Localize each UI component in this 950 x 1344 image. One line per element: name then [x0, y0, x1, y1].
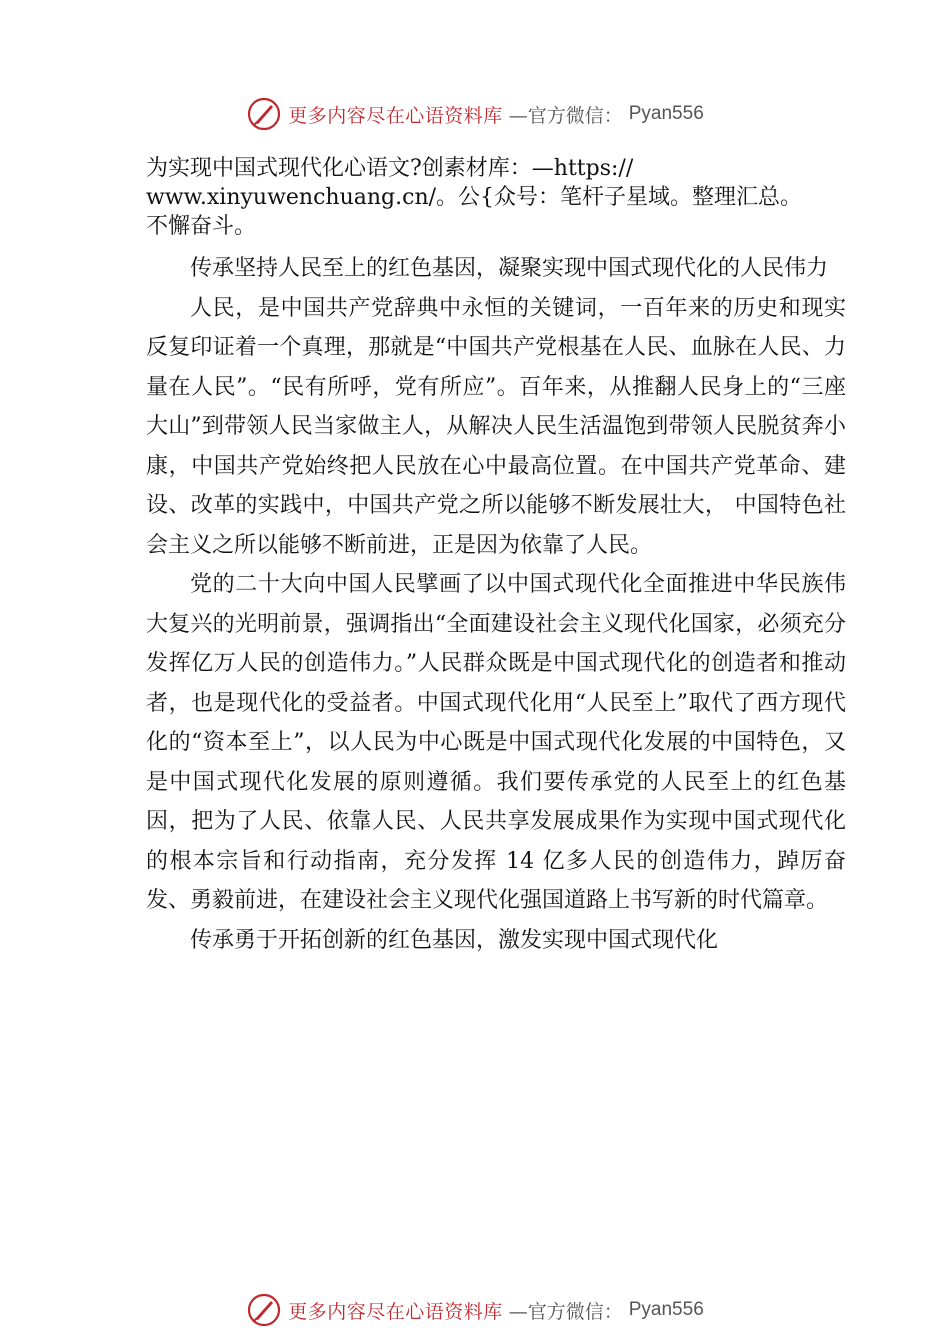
banner-brand-text: 更多内容尽在心语资料库: [288, 1300, 503, 1323]
banner-wechat-label: —官方微信：: [508, 104, 623, 127]
paragraph-1: 人民，是中国共产党辞典中永恒的关键词，一百年来的历史和现实反复印证着一个真理，那就是“中国共产党根基在人民、血脉在人民、力量在人民”。“民有所呼，党有所应”。百年来，从推翻人民身上的“三座大山”到带领人民当家做主人，从解决人民生活温饱到带领人民脱贫奔小康，中国共产党始终把人民放在心中最高位置。在中国共产党革命、建设、改革的实践中，中国共产党之所以能够不断发展壮大， 中国特色社会主义之所以能够不断前进，正是因为依靠了人民。: [146, 295, 846, 558]
quill-logo-icon: [246, 96, 282, 132]
document-body: [146, 154, 846, 960]
banner-wechat-label: —官方微信：: [508, 1300, 623, 1323]
banner-wechat-id: Pyan556: [628, 103, 704, 124]
paragraph-2: 党的二十大向中国人民擘画了以中国式现代化全面推进中华民族伟大复兴的光明前景，强调指出“全面建设社会主义现代化国家，必须充分发挥亿万人民的创造伟力。”人民群众既是中国式现代化的创造者和推动者，也是现代化的受益者。中国式现代化用“人民至上”取代了西方现代化的“资本至上”，以人民为中心既是中国式现代化发展的中国特色，又是中国式现代化发展的原则遵循。我们要传承党的人民至上的红色基因，把为了人民、依靠人民、人民共享发展成果作为实现中国式现代化的根本宗旨和行动指南，充分发挥 14 亿多人民的创造伟力，踔厉奋发、勇毅前进，在建设社会主义现代化强国道路上书写新的时代篇章。: [146, 572, 846, 913]
banner-brand-text: 更多内容尽在心语资料库: [288, 104, 503, 127]
section-heading-2: 传承勇于开拓创新的红色基因，激发实现中国式现代化: [190, 927, 719, 953]
footer-banner: [0, 1290, 950, 1330]
header-banner: [0, 94, 950, 134]
quill-logo-icon: [246, 1292, 282, 1328]
section-heading-1: 传承坚持人民至上的红色基因，凝聚实现中国式现代化的人民伟力: [190, 256, 829, 281]
source-note: 为实现中国式现代化心语文?创素材库：—https:// www.xinyuwenchuang.cn/。公{众号：笔杆子星域。整理汇总。 不懈奋斗。: [146, 156, 803, 239]
banner-wechat-id: Pyan556: [628, 1299, 704, 1320]
